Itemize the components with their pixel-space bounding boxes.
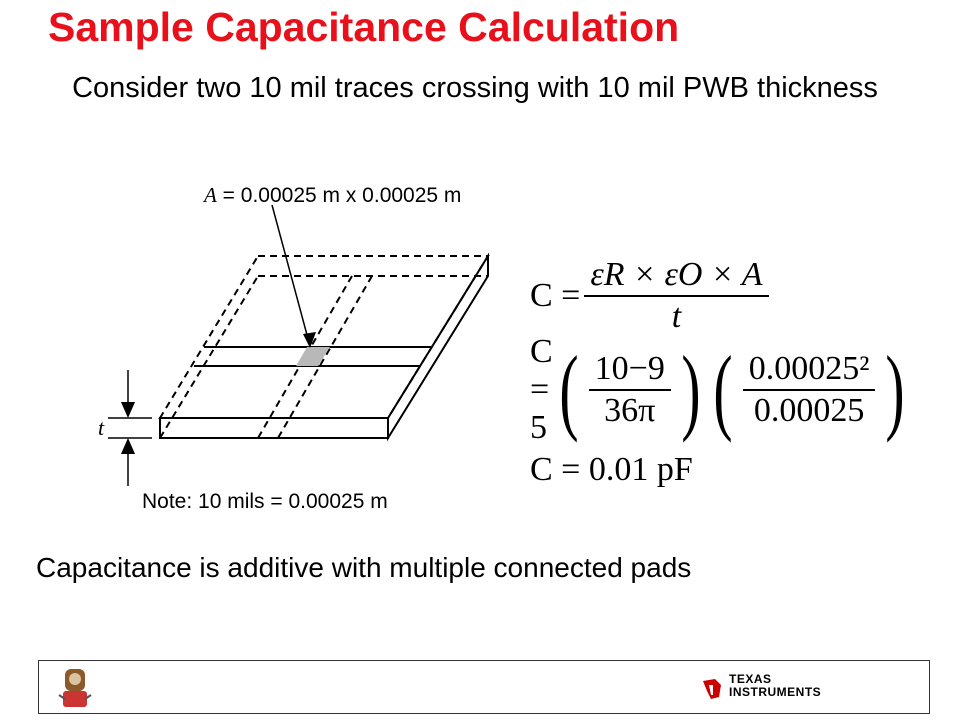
formula2-denominator1: 36π [604,392,656,429]
left-paren-2: ( [713,336,733,443]
area-pointer-line [272,205,310,346]
left-paren-1: ( [559,336,579,443]
board-front-edge [160,418,388,438]
slide-subtitle: Consider two 10 mil traces crossing with 10 mil PWB thickness [72,72,878,104]
texas-instruments-logo-icon [701,677,723,701]
right-paren-1: ) [681,336,701,443]
thickness-label: t [98,415,105,440]
additive-note: Capacitance is additive with multiple connected pads [36,552,692,583]
conversion-note: Note: 10 mils = 0.00025 m [142,490,388,513]
area-label [204,183,461,208]
area-value: = 0.00025 m x 0.00025 m [222,184,462,207]
overlap-area [296,347,330,366]
right-paren-2: ) [885,336,906,443]
formula-result: C = 0.01 pF [530,451,693,488]
brand-line1: TEXAS [729,672,772,686]
formula1-denominator: t [671,298,682,335]
board-left-hidden [160,276,258,438]
formula1-fraction [584,255,768,337]
formula1-lhs: C = [530,277,581,314]
formula2-numerator2: 0.00025² [748,350,870,387]
formula-substitution [530,333,911,447]
thickness-arrow-bottom-head [121,438,135,454]
slide-title: Sample Capacitance Calculation [48,4,680,50]
formula2-numerator1: 10−9 [594,350,665,387]
area-symbol: A [204,183,217,207]
formula2-fraction2 [743,349,876,431]
thickness-arrow-top-head [121,402,135,418]
texas-instruments-wordmark [729,673,821,699]
formula1-numerator: εR × εO × A [590,256,763,293]
formula2-fraction1 [589,349,671,431]
formula2-lhs: C = 5 [530,333,553,446]
formula-capacitance [530,255,773,337]
slide-footer [38,660,930,714]
mascot-icon [55,665,95,711]
vertical-trace-edge-right [278,276,372,438]
formulas-block [530,255,910,505]
formula2-denominator2: 0.00025 [753,392,865,429]
brand-line2: INSTRUMENTS [729,685,822,699]
